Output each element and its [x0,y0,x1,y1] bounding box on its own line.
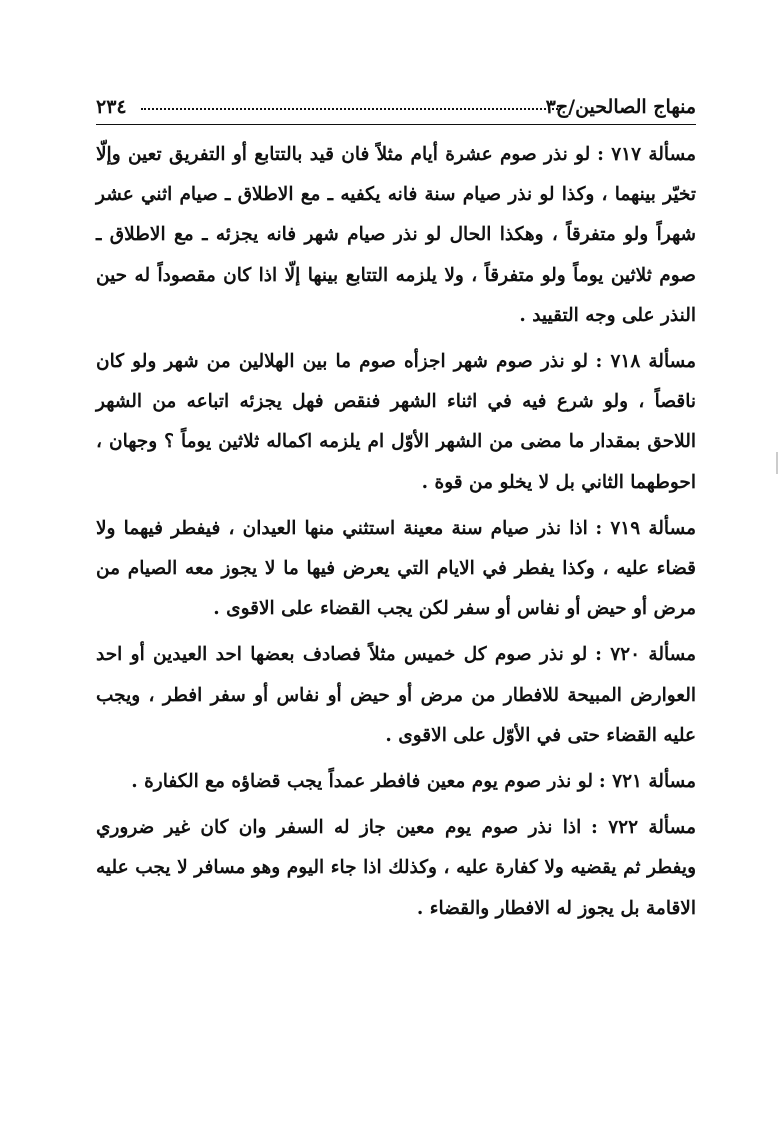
running-title: منهاج الصالحين/ج٣ [545,96,696,118]
issue-text: اذا نذر صوم يوم معين جاز له السفر وان كان غير ضروري ويفطر ثم يقضيه ولا كفارة عليه ، وكذلك اذا جاء اليوم وهو مسافر لا يجب عليه الاقامة بل يجوز له الافطار والقضاء . [96,817,696,919]
issue-label: مسألة ٧١٧ : [597,144,696,165]
header-rule [96,124,696,125]
issue-718 [96,342,696,503]
issue-720 [96,635,696,756]
issue-text: لو نذر صوم عشرة أيام مثلاً فان قيد بالتتابع أو التفريق تعين وإلّا تخيّر بينهما ، وكذا لو نذر صيام سنة فانه يكفيه ـ مع الاطلاق ـ صيام اثني عشر شهراً ولو متفرقاً ، وهكذا الحال لو نذر صيام شهر فانه يجزئه ـ مع الاطلاق ـ صوم ثلاثين يوماً ولو متفرقاً ، ولا يلزمه التتابع بينها إلّا اذا كان مقصوداً له حين النذر على وجه التقييد . [96,144,696,326]
issue-text: لو نذر صوم شهر اجزأه صوم ما بين الهلالين من شهر ولو كان ناقصاً ، ولو شرع فيه في اثناء الشهر فنقص فهل يجزئه اتباعه من الشهر اللاحق بمقدار ما مضى من الشهر الأوّل ام يلزمه اكماله ثلاثين يوماً ؟ وجهان ، احوطهما الثاني بل لا يخلو من قوة . [96,351,696,493]
issue-text: لو نذر صوم يوم معين فافطر عمداً يجب قضاؤه مع الكفارة . [131,771,593,793]
issue-721 [96,762,696,802]
page-number: ٢٣٤ [96,96,127,118]
issue-text: اذا نذر صيام سنة معينة استثني منها العيدان ، فيفطر فيهما ولا قضاء عليه ، وكذا يفطر في الايام التي يعرض فيها ما لا يجوز معه الصيام من مرض أو حيض أو نفاس أو سفر لكن يجب القضاء على الاقوى . [96,517,696,620]
issue-722 [96,808,696,929]
issue-label: مسألة ٧١٩ : [595,517,696,539]
issue-label: مسألة ٧٢١ : [598,771,696,793]
scan-margin-mark [776,452,778,474]
issue-719 [96,509,696,630]
issue-717 [96,135,696,336]
issue-label: مسألة ٧١٨ : [595,351,696,373]
issue-text: لو نذر صوم كل خميس مثلاً فصادف بعضها احد العيدين أو احد العوارض المبيحة للافطار من مرض أو حيض أو نفاس أو سفر افطر ، ويجب عليه القضاء حتى في الأوّل على الاقوى . [96,644,696,746]
book-page [96,92,696,929]
page-header [96,92,696,122]
issue-label: مسألة ٧٢٠ : [595,644,697,666]
header-dot-leader [141,108,561,110]
issue-label: مسألة ٧٢٢ : [591,817,696,839]
